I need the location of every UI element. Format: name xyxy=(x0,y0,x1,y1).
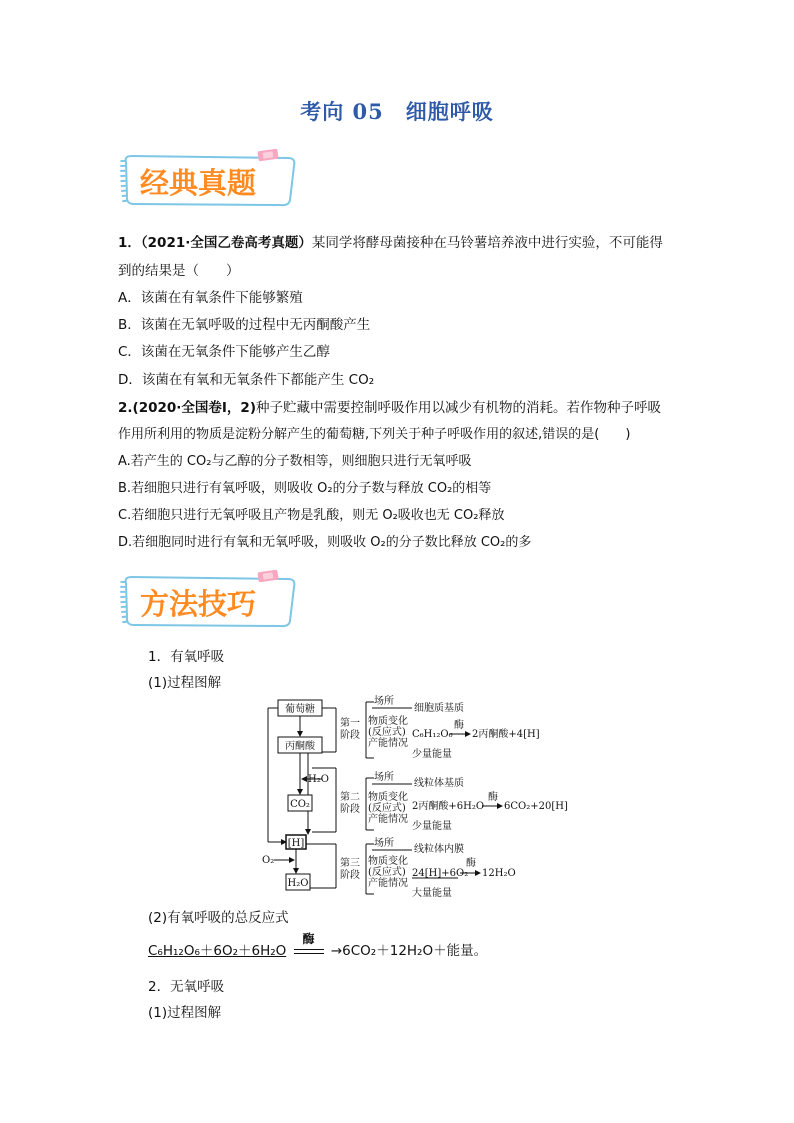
question-text: 种子贮藏中需要控制呼吸作用以减少有机物的消耗。若作物种子呼吸 xyxy=(256,400,661,416)
stage-energy-label: 产能情况 xyxy=(368,878,408,889)
equation-right: →6CO₂＋12H₂O＋能量。 xyxy=(330,943,488,959)
stage-place-label: 场所 xyxy=(374,772,394,783)
question-number: 1． xyxy=(118,235,141,251)
equation-enzyme: 酶 xyxy=(302,932,315,946)
h2o-label: H₂O xyxy=(287,878,309,889)
stage-name: 阶段 xyxy=(340,804,360,815)
stage-energy: 少量能量 xyxy=(412,821,452,832)
aerobic-respiration-diagram xyxy=(262,696,568,899)
banner-label: 经典真题 xyxy=(140,166,257,200)
page-title: 考向 05 细胞呼吸 xyxy=(300,99,494,124)
question-text: 某同学将酵母菌接种在马铃薯培养液中进行实验，不可能得 xyxy=(311,235,663,251)
stage-energy: 少量能量 xyxy=(412,749,452,760)
stage-name: 第二 xyxy=(340,792,360,803)
pyruvate-label: 丙酮酸 xyxy=(285,741,315,752)
question-2-option-c: C.若细胞只进行无氧呼吸且产物是乳酸，则无 O₂吸收也无 CO₂释放 xyxy=(118,508,505,523)
stage-energy-label: 产能情况 xyxy=(368,814,408,825)
question-1-option-a: A．该菌在有氧条件下能够繁殖 xyxy=(118,290,303,306)
question-1-stem xyxy=(118,234,663,252)
h-label: [H] xyxy=(287,838,305,849)
stage-name: 第三 xyxy=(340,858,360,869)
stage-name: 阶段 xyxy=(340,730,360,741)
method-item-1: 1．有氧呼吸 xyxy=(148,649,225,665)
stage-name: 阶段 xyxy=(340,870,360,881)
section-banner-classic xyxy=(120,150,300,210)
stage-reaction-right: 2丙酮酸+4[H] xyxy=(472,729,540,740)
stage-change-label: 物质变化 xyxy=(368,716,408,727)
method-item-2: 2．无氧呼吸 xyxy=(148,979,225,995)
stage-reaction-left: 24[H]+6O₂ xyxy=(412,868,469,879)
question-1-stem-cont: 到的结果是（ ） xyxy=(118,263,240,279)
stage-reaction-left: 2丙酮酸+6H₂O xyxy=(412,801,485,812)
question-2-option-d: D.若细胞同时进行有氧和无氧呼吸，则吸收 O₂的分子数比释放 CO₂的多 xyxy=(118,535,532,550)
question-source: （2021·全国乙卷高考真题） xyxy=(140,235,312,251)
stage-enzyme: 酶 xyxy=(454,720,464,731)
stage-change-label: (反应式) xyxy=(368,867,406,878)
question-1-option-c: C．该菌在无氧条件下能够产生乙醇 xyxy=(118,344,330,360)
stage-1 xyxy=(340,694,540,760)
question-source: (2020·全国卷Ⅰ，2) xyxy=(132,400,256,416)
stage-enzyme: 酶 xyxy=(466,858,476,869)
glucose-label: 葡萄糖 xyxy=(285,704,315,715)
stage-energy: 大量能量 xyxy=(412,888,452,899)
method-item-1-sub-1: (1)过程图解 xyxy=(148,675,222,691)
h2o-input-label: H₂O xyxy=(308,774,329,785)
question-2-option-b: B.若细胞只进行有氧呼吸，则吸收 O₂的分子数与释放 CO₂的相等 xyxy=(118,481,492,496)
equation-enzyme-mark xyxy=(291,932,327,960)
stage-place: 线粒体内膜 xyxy=(414,844,464,855)
question-1-option-d: D．该菌在有氧和无氧条件下都能产生 CO₂ xyxy=(118,372,375,388)
aerobic-equation xyxy=(148,932,488,960)
section-banner-methods xyxy=(120,571,300,631)
stage-reaction-left: C₆H₁₂O₆ xyxy=(412,729,453,740)
question-2-option-a: A.若产生的 CO₂与乙醇的分子数相等，则细胞只进行无氧呼吸 xyxy=(118,454,472,469)
question-2-stem xyxy=(118,399,661,417)
method-item-2-sub-1: (1)过程图解 xyxy=(148,1005,222,1021)
method-item-1-sub-2: (2)有氧呼吸的总反应式 xyxy=(148,910,289,926)
stage-change-label: (反应式) xyxy=(368,803,406,814)
o2-input-label: O₂ xyxy=(262,855,275,866)
stage-place: 线粒体基质 xyxy=(414,778,464,789)
stage-change-label: 物质变化 xyxy=(368,792,408,803)
stage-place: 细胞质基质 xyxy=(414,703,464,714)
stage-3 xyxy=(340,836,516,899)
question-number: 2. xyxy=(118,400,133,416)
stage-place-label: 场所 xyxy=(374,838,394,849)
equation-left: C₆H₁₂O₆＋6O₂＋6H₂O xyxy=(148,943,287,959)
stage-name: 第一 xyxy=(340,718,360,729)
stage-2 xyxy=(340,770,568,832)
banner-label: 方法技巧 xyxy=(140,587,257,621)
stage-enzyme: 酶 xyxy=(488,792,498,803)
stage-energy-label: 产能情况 xyxy=(368,738,408,749)
stage-place-label: 场所 xyxy=(374,696,394,707)
stage-change-label: 物质变化 xyxy=(368,856,408,867)
question-2-stem-cont: 作用所利用的物质是淀粉分解产生的葡萄糖,下列关于种子呼吸作用的叙述,错误的是( ) xyxy=(118,427,631,442)
question-1-option-b: B．该菌在无氧呼吸的过程中无丙酮酸产生 xyxy=(118,317,371,333)
stage-change-label: (反应式) xyxy=(368,727,406,738)
stage-reaction-right: 12H₂O xyxy=(482,868,516,879)
co2-label: CO₂ xyxy=(290,799,310,810)
stage-reaction-right: 6CO₂+20[H] xyxy=(504,801,568,812)
